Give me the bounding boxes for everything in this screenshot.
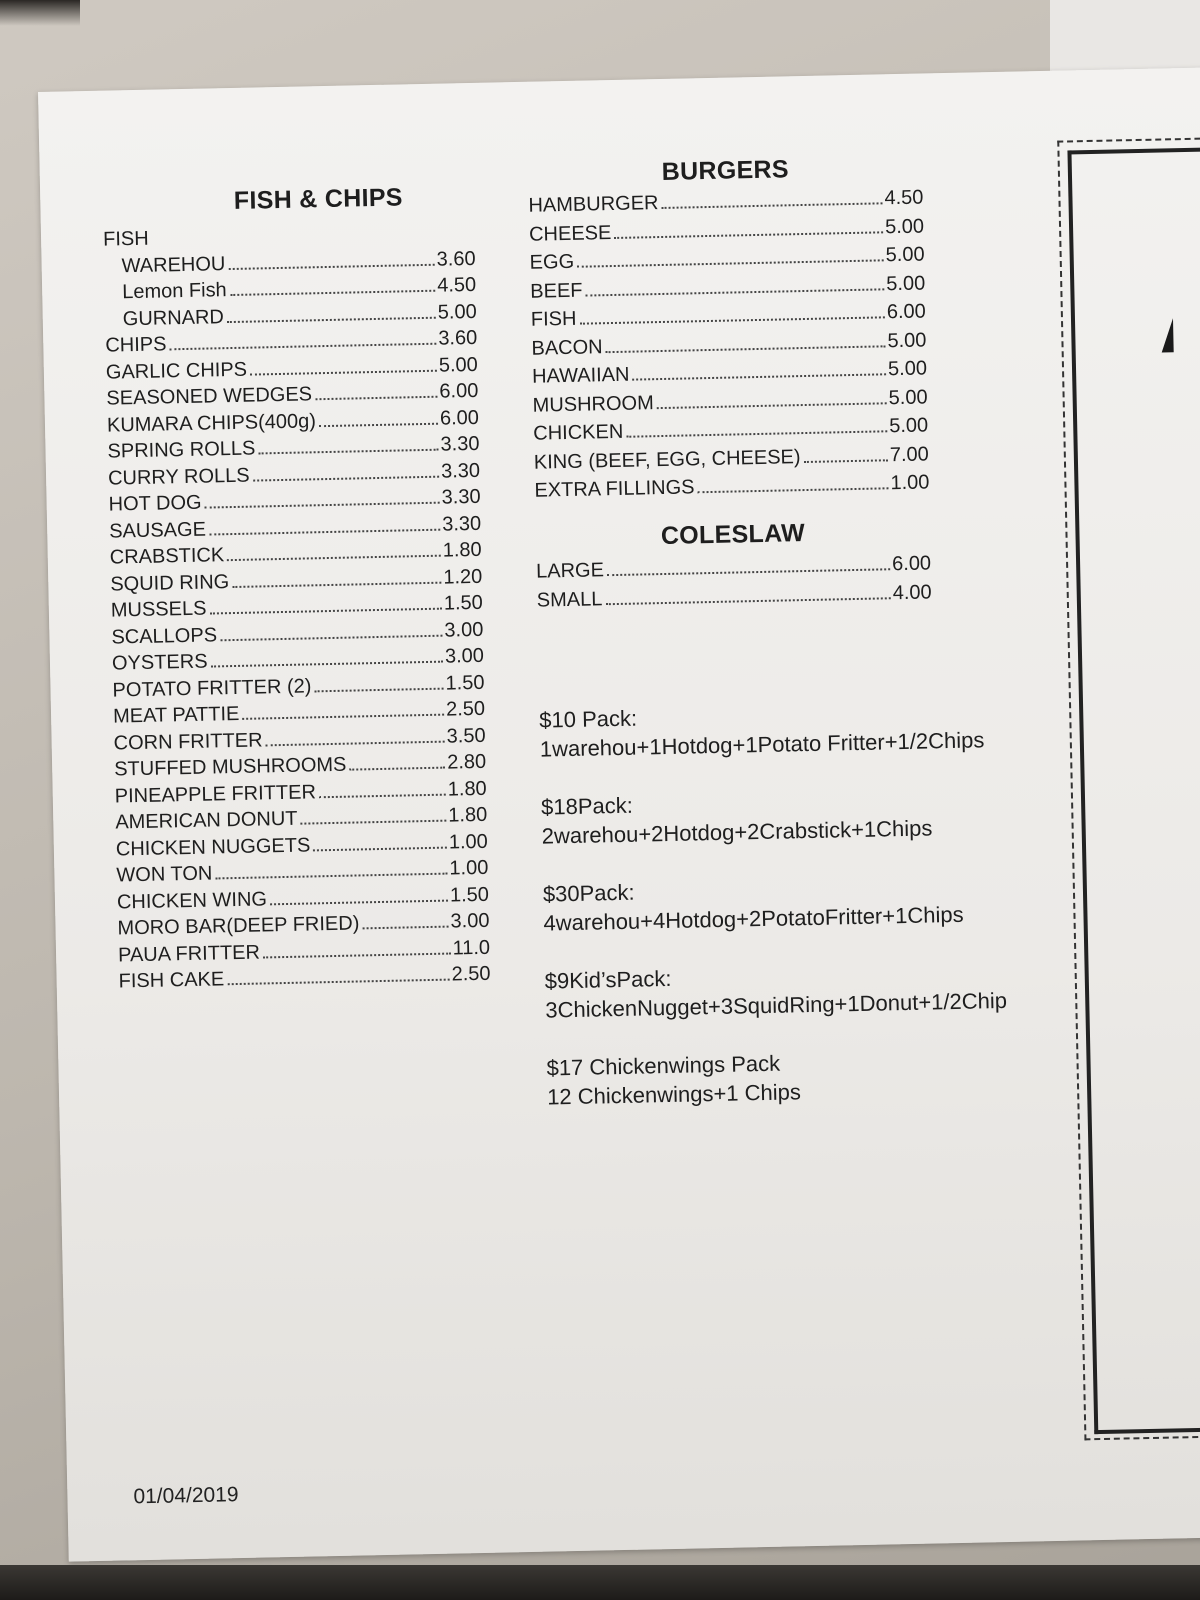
dot-leader: [577, 259, 884, 267]
item-price: 7.00: [889, 442, 930, 466]
coleslaw-item-list: [536, 549, 932, 615]
item-name: LARGE: [535, 558, 605, 583]
item-price: 5.00: [887, 357, 928, 381]
item-name: OYSTERS: [111, 650, 208, 675]
fish-chips-section: [102, 181, 491, 995]
item-price: 1.80: [447, 777, 487, 801]
item-price: 1.50: [445, 671, 485, 695]
dot-leader: [211, 661, 443, 668]
meal-packs: [539, 694, 1077, 1111]
item-price: 6.00: [439, 406, 480, 430]
item-price: 1.00: [449, 856, 489, 880]
meal-pack: [541, 781, 1072, 850]
item-price: 11.0: [452, 936, 491, 960]
item-name: CURRY ROLLS: [107, 464, 250, 490]
table-edge: [0, 1565, 1200, 1600]
item-price: 4.50: [436, 273, 477, 297]
item-price: 5.00: [887, 328, 927, 352]
meal-pack: [539, 694, 1070, 763]
item-price: 3.60: [436, 247, 476, 271]
item-name: HOT DOG: [108, 491, 202, 516]
dot-leader: [349, 767, 445, 771]
item-price: 6.00: [886, 300, 927, 324]
burgers-item-list: [528, 183, 929, 505]
item-name: WAREHOU: [121, 252, 226, 277]
pack-contents: 4warehou+4Hotdog+2PotatoFritter+1Chips: [543, 901, 964, 936]
dot-leader: [605, 597, 890, 605]
item-price: 3.30: [441, 512, 482, 536]
dot-leader: [586, 288, 885, 296]
menu-sheet: [38, 67, 1200, 1561]
dot-leader: [227, 555, 441, 561]
item-name: CHICKEN: [533, 420, 624, 445]
item-name: SCALLOPS: [111, 623, 218, 649]
item-name: MUSSELS: [110, 597, 207, 622]
item-name: FISH CAKE: [118, 968, 225, 993]
item-name: EGG: [529, 250, 575, 274]
item-price: 1.50: [443, 591, 484, 615]
dot-leader: [220, 634, 442, 641]
pack-contents: 2warehou+2Hotdog+2Crabstick+1Chips: [541, 814, 933, 849]
meal-pack: [546, 1042, 1077, 1111]
item-name: MUSHROOM: [532, 391, 654, 417]
item-price: 5.00: [885, 243, 925, 267]
item-name: CHEESE: [528, 221, 612, 246]
item-name: SAUSAGE: [108, 518, 207, 543]
pack-contents: 3ChickenNugget+3SquidRing+1Donut+1/2Chip: [545, 987, 1008, 1023]
item-price: 5.00: [888, 385, 928, 409]
item-name: SQUID RING: [110, 570, 230, 596]
item-price: 5.00: [886, 271, 926, 295]
item-name: BEEF: [530, 279, 583, 303]
dot-leader: [270, 899, 448, 905]
item-name: SEASONED WEDGES: [106, 383, 313, 410]
meal-pack: [543, 868, 1074, 937]
item-price: 3.60: [438, 326, 478, 350]
dot-leader: [230, 290, 436, 296]
item-name: WON TON: [116, 862, 213, 887]
fish-chips-item-list: [105, 325, 491, 995]
item-price: 2.80: [446, 750, 487, 774]
dot-leader: [698, 487, 889, 493]
dot-leader: [662, 202, 883, 209]
item-price: 1.00: [890, 471, 930, 495]
item-name: FISH: [530, 307, 577, 331]
pack-title: $30Pack:: [542, 879, 635, 907]
dot-leader: [228, 263, 434, 269]
fish-item-list: [103, 245, 477, 332]
dot-leader: [626, 430, 887, 437]
item-name: KING (BEEF, EGG, CHEESE): [533, 445, 801, 474]
dot-leader: [266, 740, 445, 746]
item-name: CORN FRITTER: [113, 728, 263, 755]
item-name: SPRING ROLLS: [107, 437, 256, 463]
pack-title: $9Kid’sPack:: [544, 965, 672, 994]
cut-off-letter: [1161, 318, 1174, 352]
dot-leader: [657, 402, 887, 409]
item-name: CHICKEN NUGGETS: [115, 833, 311, 861]
item-price: 2.50: [451, 962, 491, 986]
item-price: 3.30: [440, 459, 481, 483]
item-name: HAWAIIAN: [531, 363, 630, 388]
dot-leader: [315, 396, 437, 401]
pack-contents: 12 Chickenwings+1 Chips: [546, 1078, 802, 1110]
dot-leader: [314, 687, 443, 692]
item-price: 6.00: [439, 379, 479, 403]
dot-leader: [362, 926, 448, 930]
item-name: PINEAPPLE FRITTER: [114, 780, 317, 808]
fish-group-label: FISH: [102, 227, 149, 251]
pack-title: $17 Chickenwings Pack: [546, 1050, 781, 1081]
meal-pack: [544, 955, 1075, 1024]
item-price: 5.00: [889, 414, 929, 438]
item-name: EXTRA FILLINGS: [534, 476, 695, 502]
item-name: Lemon Fish: [121, 279, 227, 304]
pack-contents: 1warehou+1Hotdog+1Potato Fritter+1/2Chips: [539, 726, 985, 762]
menu-date: 01/04/2019: [133, 1483, 239, 1509]
dot-leader: [258, 449, 438, 455]
dot-leader: [804, 459, 888, 463]
item-price: 4.50: [884, 186, 924, 210]
dot-leader: [614, 231, 883, 239]
item-name: KUMARA CHIPS(400g): [106, 409, 317, 437]
dot-leader: [170, 343, 437, 351]
item-name: GURNARD: [122, 305, 225, 330]
dot-leader: [606, 345, 886, 353]
item-price: 3.00: [444, 618, 484, 642]
dot-leader: [209, 528, 440, 535]
dot-leader: [580, 316, 885, 324]
item-name: PAUA FRITTER: [117, 941, 261, 967]
item-price: 3.00: [444, 644, 485, 668]
dot-leader: [313, 846, 447, 851]
coleslaw-title: COLESLAW: [660, 518, 806, 550]
item-price: 1.20: [443, 565, 483, 589]
item-name: CHICKEN WING: [116, 887, 268, 914]
dot-leader: [227, 316, 436, 322]
fish-chips-title: FISH & CHIPS: [233, 183, 404, 215]
table-shadow: [0, 0, 80, 26]
item-name: HAMBURGER: [528, 192, 659, 217]
item-name: POTATO FRITTER (2): [112, 674, 312, 702]
pack-title: $10 Pack:: [538, 705, 638, 733]
dot-leader: [210, 608, 442, 615]
dot-leader: [633, 373, 887, 380]
item-name: AMERICAN DONUT: [115, 807, 298, 834]
item-price: 5.00: [438, 353, 479, 377]
item-price: 5.00: [437, 300, 477, 324]
item-price: 1.50: [449, 883, 490, 907]
item-price: 3.50: [446, 724, 486, 748]
dot-leader: [242, 714, 444, 720]
dot-leader: [607, 568, 890, 576]
item-name: STUFFED MUSHROOMS: [113, 753, 347, 781]
dot-leader: [319, 422, 438, 426]
dot-leader: [250, 369, 437, 375]
item-price: 4.00: [892, 580, 932, 604]
item-name: CHIPS: [105, 333, 167, 357]
dot-leader: [232, 581, 441, 587]
item-price: 1.80: [442, 538, 482, 562]
item-name: SMALL: [536, 587, 603, 612]
item-name: BACON: [531, 335, 603, 360]
dot-leader: [205, 502, 440, 509]
right-column: [528, 149, 1078, 1140]
dot-leader: [215, 873, 447, 880]
coleslaw-section: [535, 515, 932, 615]
dot-leader: [301, 820, 447, 825]
dot-leader: [227, 979, 449, 986]
dot-leader: [319, 793, 446, 798]
item-price: 2.50: [445, 697, 486, 721]
burgers-title: BURGERS: [661, 155, 790, 186]
item-price: 3.30: [441, 485, 481, 509]
item-price: 5.00: [884, 214, 925, 238]
item-name: MEAT PATTIE: [112, 702, 240, 728]
item-price: 3.30: [440, 432, 480, 456]
item-name: CRABSTICK: [109, 544, 225, 569]
pack-title: $18Pack:: [540, 792, 634, 820]
item-name: GARLIC CHIPS: [105, 358, 248, 384]
item-name: MORO BAR(DEEP FRIED): [117, 912, 360, 940]
dot-leader: [253, 475, 440, 481]
dot-leader: [263, 952, 451, 958]
item-price: 3.00: [450, 909, 490, 933]
item-price: 1.00: [448, 830, 489, 854]
item-price: 6.00: [891, 551, 932, 575]
item-price: 1.80: [448, 803, 488, 827]
